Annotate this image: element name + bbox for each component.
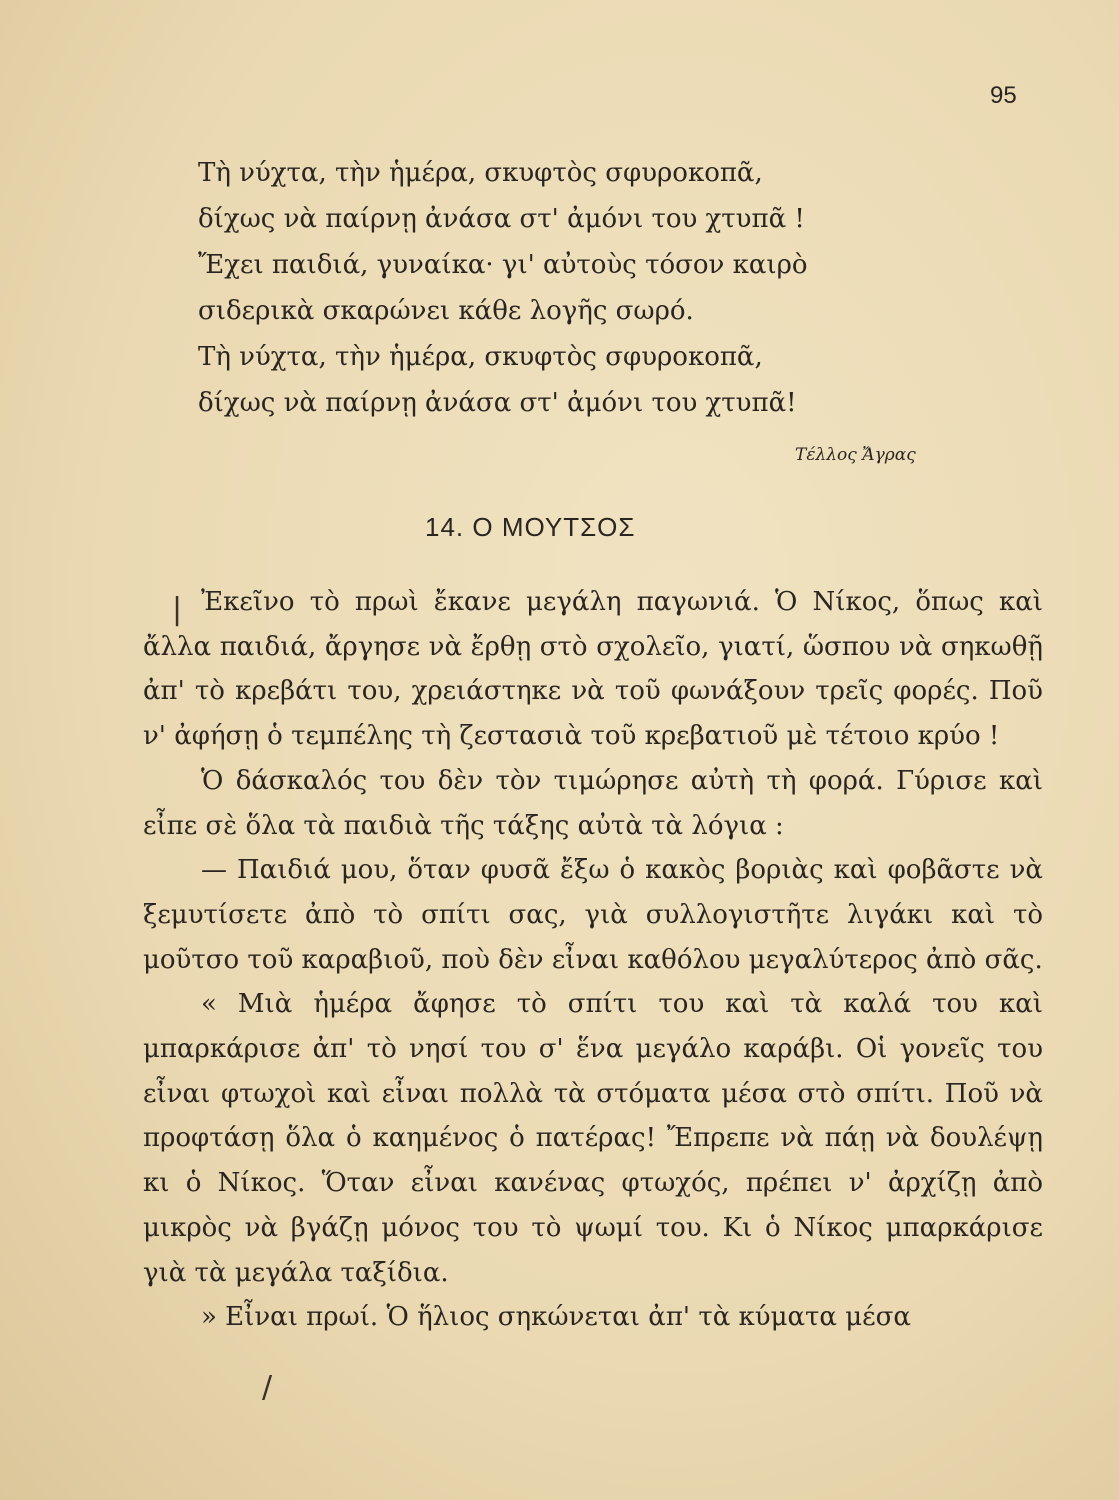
- paragraph: Ὁ δάσκαλός του δὲν τὸν τιμώρησε αὐτὴ τὴ φορά. Γύρισε καὶ εἶπε σὲ ὅλα τὰ παιδιὰ τῆς τάξης αὐτὰ τὰ λόγια :: [143, 765, 1043, 841]
- margin-pen-mark: /: [262, 1370, 273, 1405]
- paragraph: « Μιὰ ἡμέρα ἄφησε τὸ σπίτι του καὶ τὰ καλά του καὶ μπαρκάρισε ἀπ' τὸ νησί του σ' ἕνα μεγάλο καράβι. Οἱ γονεῖς του εἶναι φτωχοὶ καὶ εἶναι πολλὰ τὰ στόματα μέσα στὸ σπίτι. Ποῦ νὰ προφτάσῃ ὅλα ὁ καημένος ὁ πατέρας! Ἔπρεπε νὰ πάῃ νὰ δουλέψῃ κι ὁ Νίκος. Ὅταν εἶναι κανένας φτωχός, πρέπει ν' ἀρχίζῃ ἀπὸ μικρὸς νὰ βγάζῃ μόνος του τὸ ψωμί του. Κι ὁ Νίκος μπαρκάρισε γιὰ τὰ μεγάλα ταξίδια.: [143, 989, 1043, 1288]
- paragraph: — Παιδιά μου, ὅταν φυσᾶ ἔξω ὁ κακὸς βοριὰς καὶ φοβᾶστε νὰ ξεμυτίσετε ἀπὸ τὸ σπίτι σας, γιὰ συλλογιστῆτε λιγάκι καὶ τὸ μοῦτσο τοῦ καραβιοῦ, ποὺ δὲν εἶναι καθόλου μεγαλύτερος ἀπὸ σᾶς.: [143, 855, 1043, 975]
- poem-line: σιδερικὰ σκαρώνει κάθε λογῆς σωρό.: [198, 296, 694, 326]
- page-number: 95: [990, 82, 1017, 109]
- poem-line: Τὴ νύχτα, τὴν ἡμέρα, σκυφτὸς σφυροκοπᾶ,: [198, 342, 763, 372]
- poem-line: δίχως νὰ παίρνῃ ἀνάσα στ' ἀμόνι του χτυπᾶ!: [198, 388, 797, 418]
- poem-line: Τὴ νύχτα, τὴν ἡμέρα, σκυφτὸς σφυροκοπᾶ,: [198, 158, 763, 188]
- poem-line: δίχως νὰ παίρνῃ ἀνάσα στ' ἀμόνι του χτυπᾶ !: [198, 204, 805, 234]
- poem: [198, 150, 958, 426]
- margin-pen-mark: |: [172, 592, 183, 627]
- chapter-heading: 14. Ο ΜΟΥΤΣΟΣ: [425, 512, 636, 542]
- poem-line: Ἔχει παιδιά, γυναίκα· γι' αὐτοὺς τόσον καιρὸ: [198, 250, 808, 280]
- chapter-body: [143, 580, 1043, 1340]
- paragraph: Ἐκεῖνο τὸ πρωὶ ἔκανε μεγάλη παγωνιά. Ὁ Νίκος, ὅπως καὶ ἄλλα παιδιά, ἄργησε νὰ ἔρθῃ στὸ σχολεῖο, γιατί, ὥσπου νὰ σηκωθῇ ἀπ' τὸ κρεβάτι του, χρειάστηκε νὰ τοῦ φωνάξουν τρεῖς φορές. Ποῦ ν' ἀφήσῃ ὁ τεμπέλης τὴ ζεστασιὰ τοῦ κρεβατιοῦ μὲ τέτοιο κρύο !: [143, 587, 1043, 752]
- paragraph: » Εἶναι πρωί. Ὁ ἥλιος σηκώνεται ἀπ' τὰ κύματα μέσα: [201, 1302, 911, 1333]
- poem-author: Τέλλος Ἄγρας: [795, 445, 916, 465]
